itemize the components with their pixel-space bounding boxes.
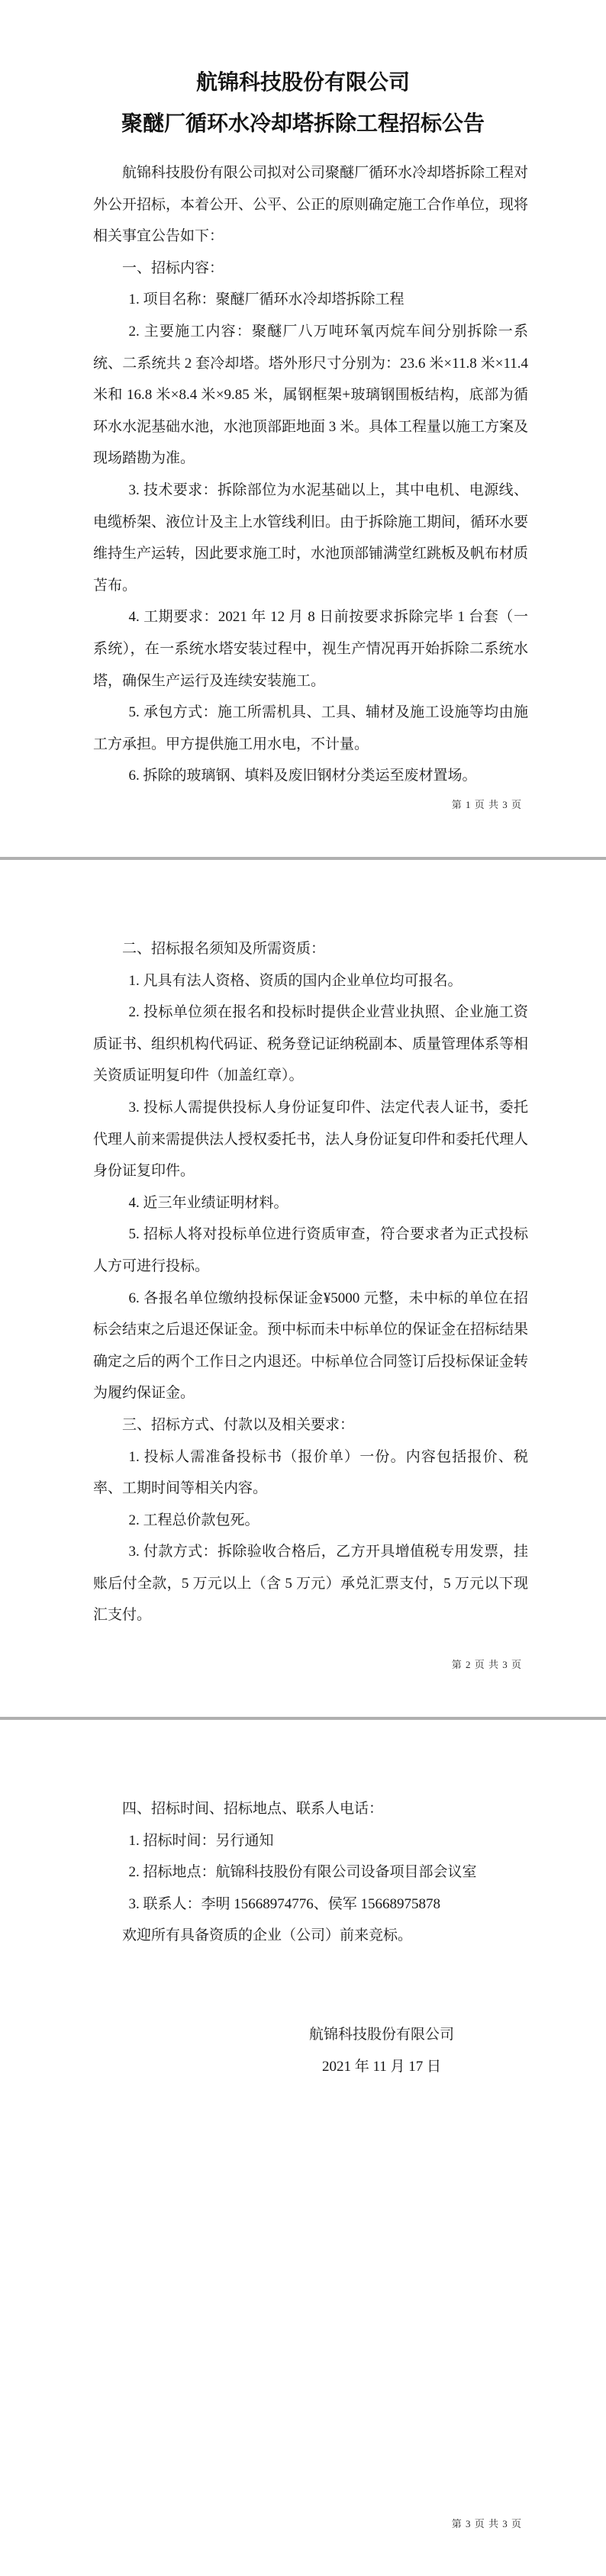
- paragraph: 2. 招标地点：航锦科技股份有限公司设备项目部会议室: [128, 1864, 477, 1881]
- paragraph: 1. 凡具有法人资格、资质的国内企业单位均可报名。: [128, 972, 463, 989]
- page-2-content: [0, 933, 606, 1631]
- paragraph: 一、招标内容：: [122, 259, 224, 276]
- signature-block: [267, 2019, 496, 2083]
- paragraph: 1. 招标时间：另行通知: [128, 1832, 274, 1849]
- page-3-content: [0, 1793, 606, 1952]
- paragraph: 2. 主要施工内容：聚醚厂八万吨环氧丙烷车间分别拆除一系统、二系统共 2 套冷却塔。塔外形尺寸分别为：23.6 米×11.8 米×11.4 米和 16.8 米×8.4 米×9.85 米，属钢框架+玻璃钢围板结构，底部为循环水水泥基础水池，水池顶部距地面 3 米。具体工程量以施工方案及现场踏勘为准。: [93, 323, 529, 467]
- paragraph: 5. 招标人将对投标单位进行资质审查，符合要求者为正式投标人方可进行投标。: [93, 1226, 528, 1274]
- paragraph: 1. 项目名称：聚醚厂循环水冷却塔拆除工程: [128, 291, 405, 308]
- signature-date: 2021 年 11 月 17 日: [321, 2058, 442, 2075]
- paragraph: 航锦科技股份有限公司拟对公司聚醚厂循环水冷却塔拆除工程对外公开招标，本着公开、公平、公正的原则确定施工合作单位，现将相关事宜公告如下：: [93, 165, 529, 245]
- paragraph: 欢迎所有具备资质的企业（公司）前来竞标。: [122, 1927, 413, 1944]
- signature-company: 航锦科技股份有限公司: [308, 2026, 454, 2043]
- paragraph: 四、招标时间、招标地点、联系人电话：: [122, 1801, 384, 1817]
- paragraph: 2. 工程总价款包死。: [128, 1512, 259, 1528]
- page-1: [0, 0, 606, 857]
- page-2-footer: 第 2 页 共 3 页: [451, 1659, 522, 1670]
- paragraph: 4. 近三年业绩证明材料。: [128, 1194, 288, 1211]
- document-title-line1: 航锦科技股份有限公司: [195, 71, 410, 95]
- paragraph: 3. 付款方式：拆除验收合格后，乙方开具增值税专用发票，挂账后付全款，5 万元以上（含 5 万元）承兑汇票支付，5 万元以下现汇支付。: [93, 1544, 528, 1624]
- paragraph: 6. 各报名单位缴纳投标保证金¥5000 元整，未中标的单位在招标会结束之后退还保证金。预中标而未中标单位的保证金在招标结果确定之后的两个工作日之内退还。中标单位合同签订后投标保证金转为履约保证金。: [93, 1290, 529, 1402]
- page-3-footer: 第 3 页 共 3 页: [451, 2518, 522, 2529]
- paragraph: 6. 拆除的玻璃钢、填料及废旧钢材分类运至废材置场。: [128, 768, 477, 784]
- document-title-line2: 聚醚厂循环水冷却塔拆除工程招标公告: [121, 112, 485, 136]
- paragraph: 三、招标方式、付款以及相关要求：: [122, 1416, 355, 1433]
- paragraph: 3. 投标人需提供投标人身份证复印件、法定代表人证书，委托代理人前来需提供法人授权委托书，法人身份证复印件和委托代理人身份证复印件。: [93, 1099, 529, 1180]
- paragraph: 3. 技术要求：拆除部位为水泥基础以上，其中电机、电源线、电缆桥架、液位计及主上水管线利旧。由于拆除施工期间，循环水要维持生产运转，因此要求施工时，水池顶部铺满堂红跳板及帆布材质苫布。: [93, 481, 529, 594]
- paragraph: 2. 投标单位须在报名和投标时提供企业营业执照、企业施工资质证书、组织机构代码证、税务登记证纳税副本、质量管理体系等相关资质证明复印件（加盖红章）。: [93, 1004, 529, 1084]
- paragraph: 3. 联系人：李明 15668974776、侯军 15668975878: [128, 1895, 441, 1912]
- paragraph: 5. 承包方式：施工所需机具、工具、辅材及施工设施等均由施工方承担。甲方提供施工用水电，不计量。: [93, 704, 528, 752]
- page-1-footer: 第 1 页 共 3 页: [451, 799, 522, 810]
- paragraph: 4. 工期要求：2021 年 12 月 8 日前按要求拆除完毕 1 台套（一系统），在一系统水塔安装过程中，视生产情况再开始拆除二系统水塔，确保生产运行及连续安装施工。: [93, 609, 528, 689]
- paragraph: 1. 投标人需准备投标书（报价单）一份。内容包括报价、税率、工期时间等相关内容。: [93, 1448, 528, 1497]
- page-3: [0, 1720, 606, 2576]
- paragraph: 二、招标报名须知及所需资质：: [122, 941, 326, 957]
- page-1-content: [0, 157, 606, 792]
- page-2: [0, 860, 606, 1717]
